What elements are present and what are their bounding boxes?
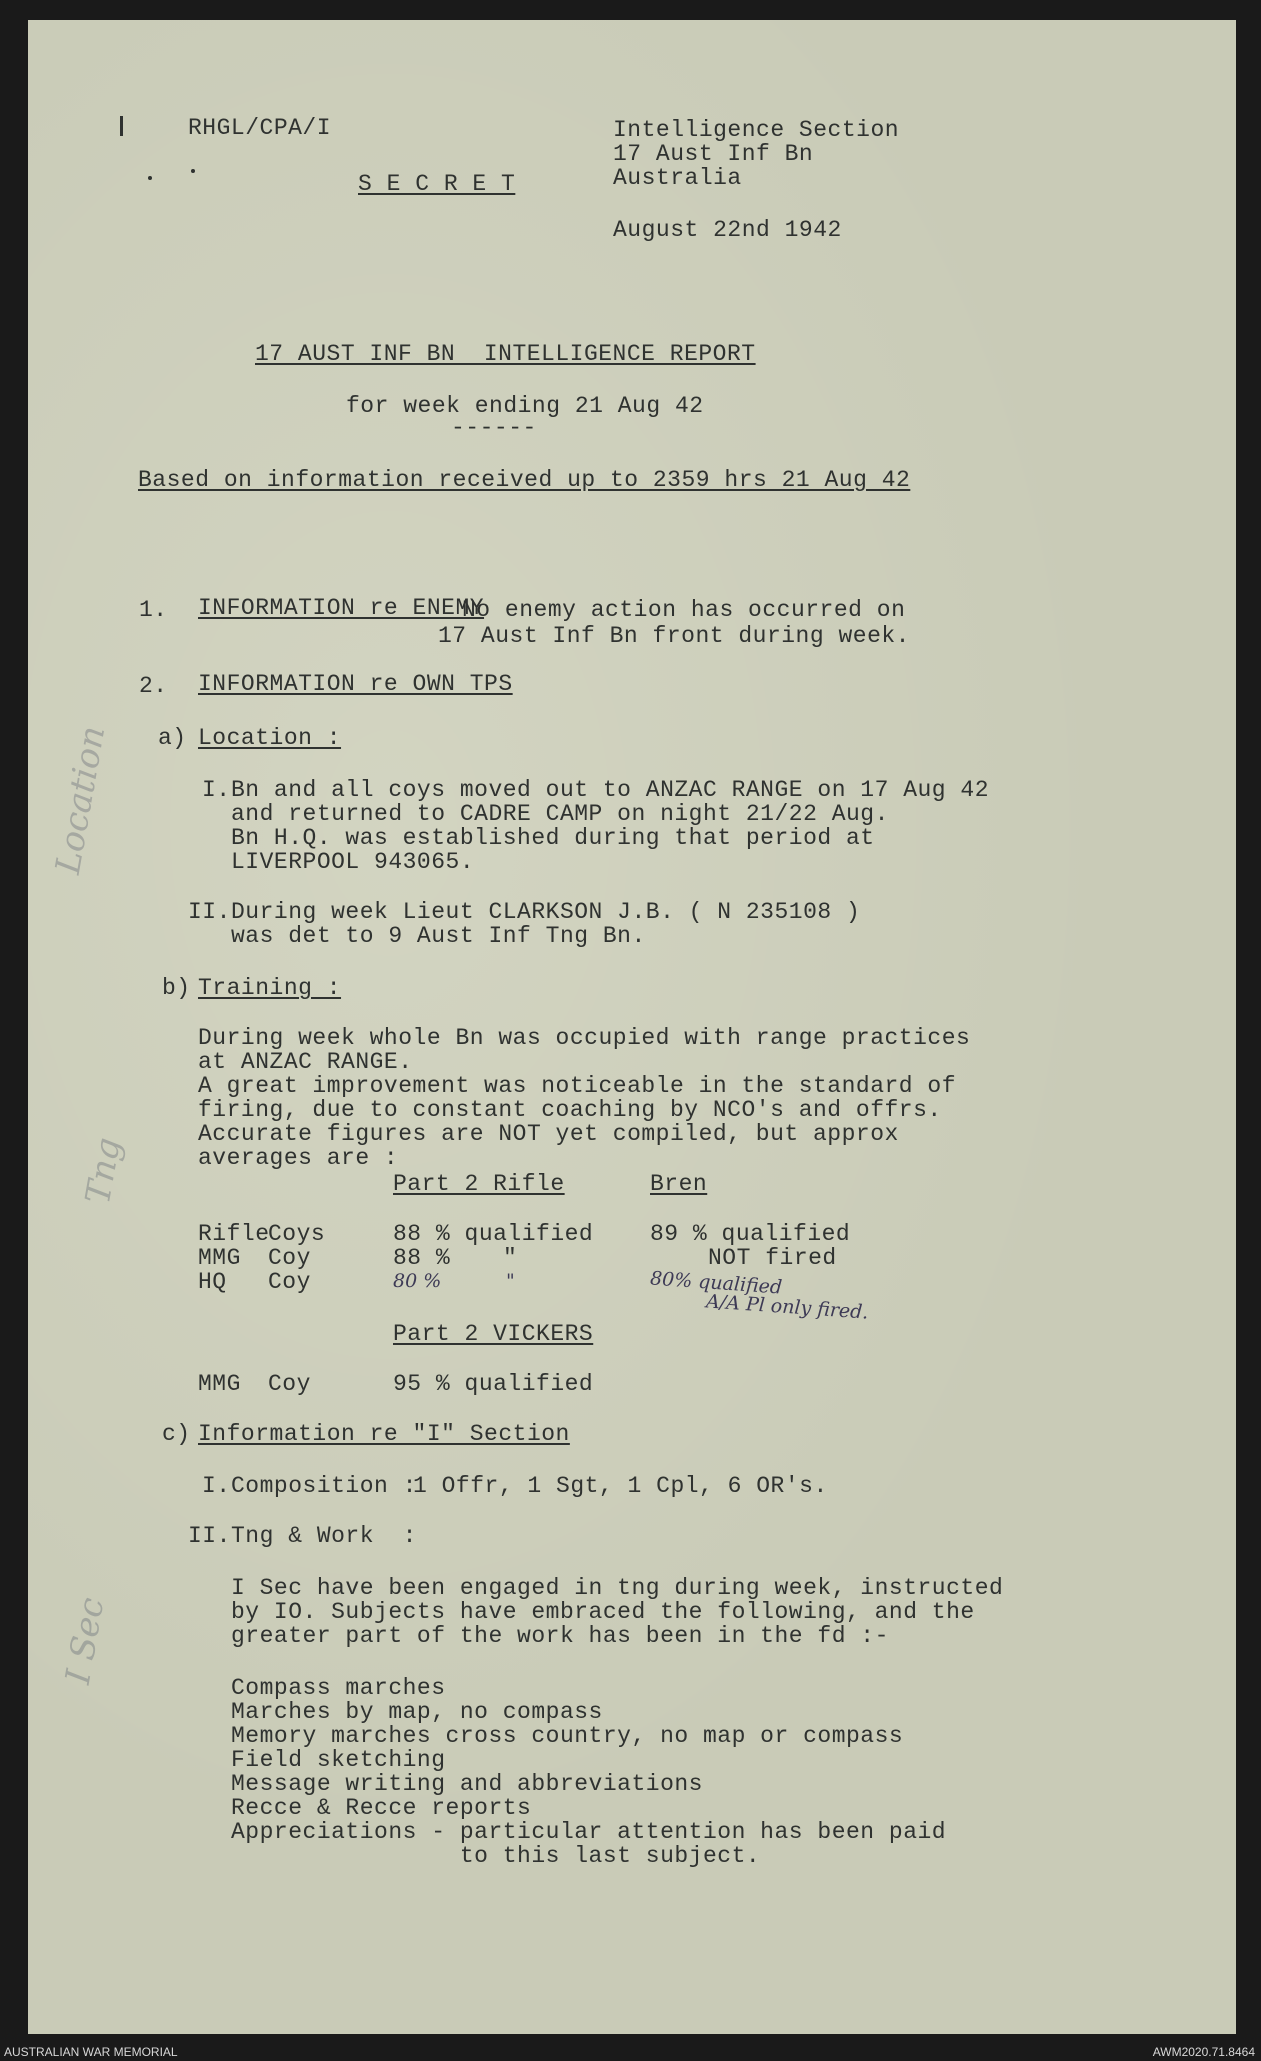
row-rifle-unit: Rifle bbox=[198, 1221, 270, 1247]
location-item-1-line-3: Bn H.Q. was established during that period at bbox=[231, 825, 875, 851]
training-heading: Training : bbox=[198, 975, 342, 1001]
row-hq-bren-handwritten-note: A/A Pl only fired. bbox=[705, 1290, 870, 1324]
work-number: II. bbox=[188, 1523, 231, 1549]
vickers-heading: Part 2 VICKERS bbox=[393, 1321, 594, 1347]
location-item-1-line-2: and returned to CADRE CAMP on night 21/22 Aug. bbox=[231, 801, 889, 827]
location-label: a) bbox=[158, 725, 187, 751]
training-text-3: A great improvement was noticeable in the standard of bbox=[198, 1073, 957, 1099]
subject-item: Message writing and abbreviations bbox=[231, 1771, 703, 1797]
row-mmg-ditto: " bbox=[503, 1245, 518, 1271]
location-item-2-line-2: was det to 9 Aust Inf Tng Bn. bbox=[231, 923, 646, 949]
reference-number: RHGL/CPA/I bbox=[188, 115, 332, 141]
margin-mark bbox=[148, 176, 152, 180]
row-mmg-type: Coy bbox=[268, 1245, 311, 1271]
section-1-heading: INFORMATION re ENEMY bbox=[198, 595, 485, 621]
training-label: b) bbox=[162, 975, 191, 1001]
training-text-6: averages are : bbox=[198, 1145, 399, 1171]
section-2-number: 2. bbox=[139, 673, 168, 699]
bren-column-heading: Bren bbox=[650, 1171, 708, 1197]
rifle-column-heading: Part 2 Rifle bbox=[393, 1171, 565, 1197]
row-hq-ditto-handwritten: " bbox=[506, 1270, 515, 1292]
margin-note-isection: I Sec bbox=[58, 1594, 113, 1687]
archive-footer-left: AUSTRALIAN WAR MEMORIAL bbox=[4, 2045, 178, 2059]
row-rifle-rifle-score: 88 % qualified bbox=[393, 1221, 594, 1247]
row-hq-unit: HQ bbox=[198, 1269, 227, 1295]
training-text-5: Accurate figures are NOT yet compiled, but approx bbox=[198, 1121, 899, 1147]
report-basis: Based on information received up to 2359 hrs 21 Aug 42 bbox=[138, 467, 911, 493]
work-text-1: I Sec have been engaged in tng during week, instructed bbox=[231, 1575, 1004, 1601]
work-label: Tng & Work : bbox=[231, 1523, 417, 1549]
sender-line-2: 17 Aust Inf Bn bbox=[613, 141, 814, 167]
report-subtitle: for week ending 21 Aug 42 bbox=[346, 393, 704, 419]
location-heading: Location : bbox=[198, 725, 342, 751]
section-1-text-2: 17 Aust Inf Bn front during week. bbox=[438, 623, 910, 649]
subject-item: Recce & Recce reports bbox=[231, 1795, 532, 1821]
subject-item: Compass marches bbox=[231, 1675, 446, 1701]
margin-note-training: Tng bbox=[78, 1134, 129, 1207]
title-divider: ------ bbox=[451, 415, 537, 441]
training-text-1: During week whole Bn was occupied with range practices bbox=[198, 1025, 971, 1051]
training-text-2: at ANZAC RANGE. bbox=[198, 1049, 413, 1075]
work-text-3: greater part of the work has been in the fd :- bbox=[231, 1623, 889, 1649]
subject-item: Marches by map, no compass bbox=[231, 1699, 603, 1725]
isection-label: c) bbox=[162, 1421, 191, 1447]
location-item-1-line-4: LIVERPOOL 943065. bbox=[231, 849, 475, 875]
archive-footer-right: AWM2020.71.8464 bbox=[1152, 2045, 1255, 2059]
margin-note-location: Location bbox=[48, 723, 114, 877]
subject-item: Appreciations - particular attention has been paid bbox=[231, 1819, 947, 1845]
subject-item: Memory marches cross country, no map or compass bbox=[231, 1723, 904, 1749]
sender-line-3: Australia bbox=[613, 165, 742, 191]
row-hq-bren-handwritten: 80% qualified bbox=[649, 1267, 783, 1299]
row-rifle-bren-score: 89 % qualified bbox=[650, 1221, 851, 1247]
row-hq-rifle-handwritten: 80 % bbox=[393, 1270, 442, 1292]
vickers-unit: MMG bbox=[198, 1371, 241, 1397]
sender-line-1: Intelligence Section bbox=[613, 117, 900, 143]
composition-number: I. bbox=[202, 1473, 231, 1499]
report-title: 17 AUST INF BN INTELLIGENCE REPORT bbox=[255, 341, 756, 367]
row-hq-type: Coy bbox=[268, 1269, 311, 1295]
composition-label: Composition : bbox=[231, 1473, 417, 1499]
row-mmg-bren-score: NOT fired bbox=[708, 1245, 837, 1271]
composition-value: 1 Offr, 1 Sgt, 1 Cpl, 6 OR's. bbox=[413, 1473, 828, 1499]
section-2-heading: INFORMATION re OWN TPS bbox=[198, 671, 513, 697]
subject-item: Field sketching bbox=[231, 1747, 446, 1773]
isection-heading: Information re "I" Section bbox=[198, 1421, 570, 1447]
vickers-type: Coy bbox=[268, 1371, 311, 1397]
training-text-4: firing, due to constant coaching by NCO's and offrs. bbox=[198, 1097, 942, 1123]
location-item-2-line-1: During week Lieut CLARKSON J.B. ( N 235108 ) bbox=[231, 899, 861, 925]
row-mmg-rifle-score: 88 % bbox=[393, 1245, 451, 1271]
section-1-text-1: No enemy action has occurred on bbox=[462, 597, 906, 623]
work-text-2: by IO. Subjects have embraced the following, and the bbox=[231, 1599, 975, 1625]
subject-item: to this last subject. bbox=[231, 1843, 761, 1869]
location-item-2-number: II. bbox=[188, 899, 231, 925]
classification: S E C R E T bbox=[358, 171, 516, 197]
row-mmg-unit: MMG bbox=[198, 1245, 241, 1271]
section-1-number: 1. bbox=[139, 597, 168, 623]
location-item-1-line-1: Bn and all coys moved out to ANZAC RANGE on 17 Aug 42 bbox=[231, 777, 990, 803]
margin-mark bbox=[120, 116, 123, 136]
row-rifle-type: Coys bbox=[268, 1221, 326, 1247]
vickers-value: 95 % qualified bbox=[393, 1371, 594, 1397]
document-page bbox=[28, 20, 1236, 2034]
margin-mark bbox=[191, 169, 195, 173]
location-item-1-number: I. bbox=[202, 777, 231, 803]
report-date: August 22nd 1942 bbox=[613, 217, 842, 243]
